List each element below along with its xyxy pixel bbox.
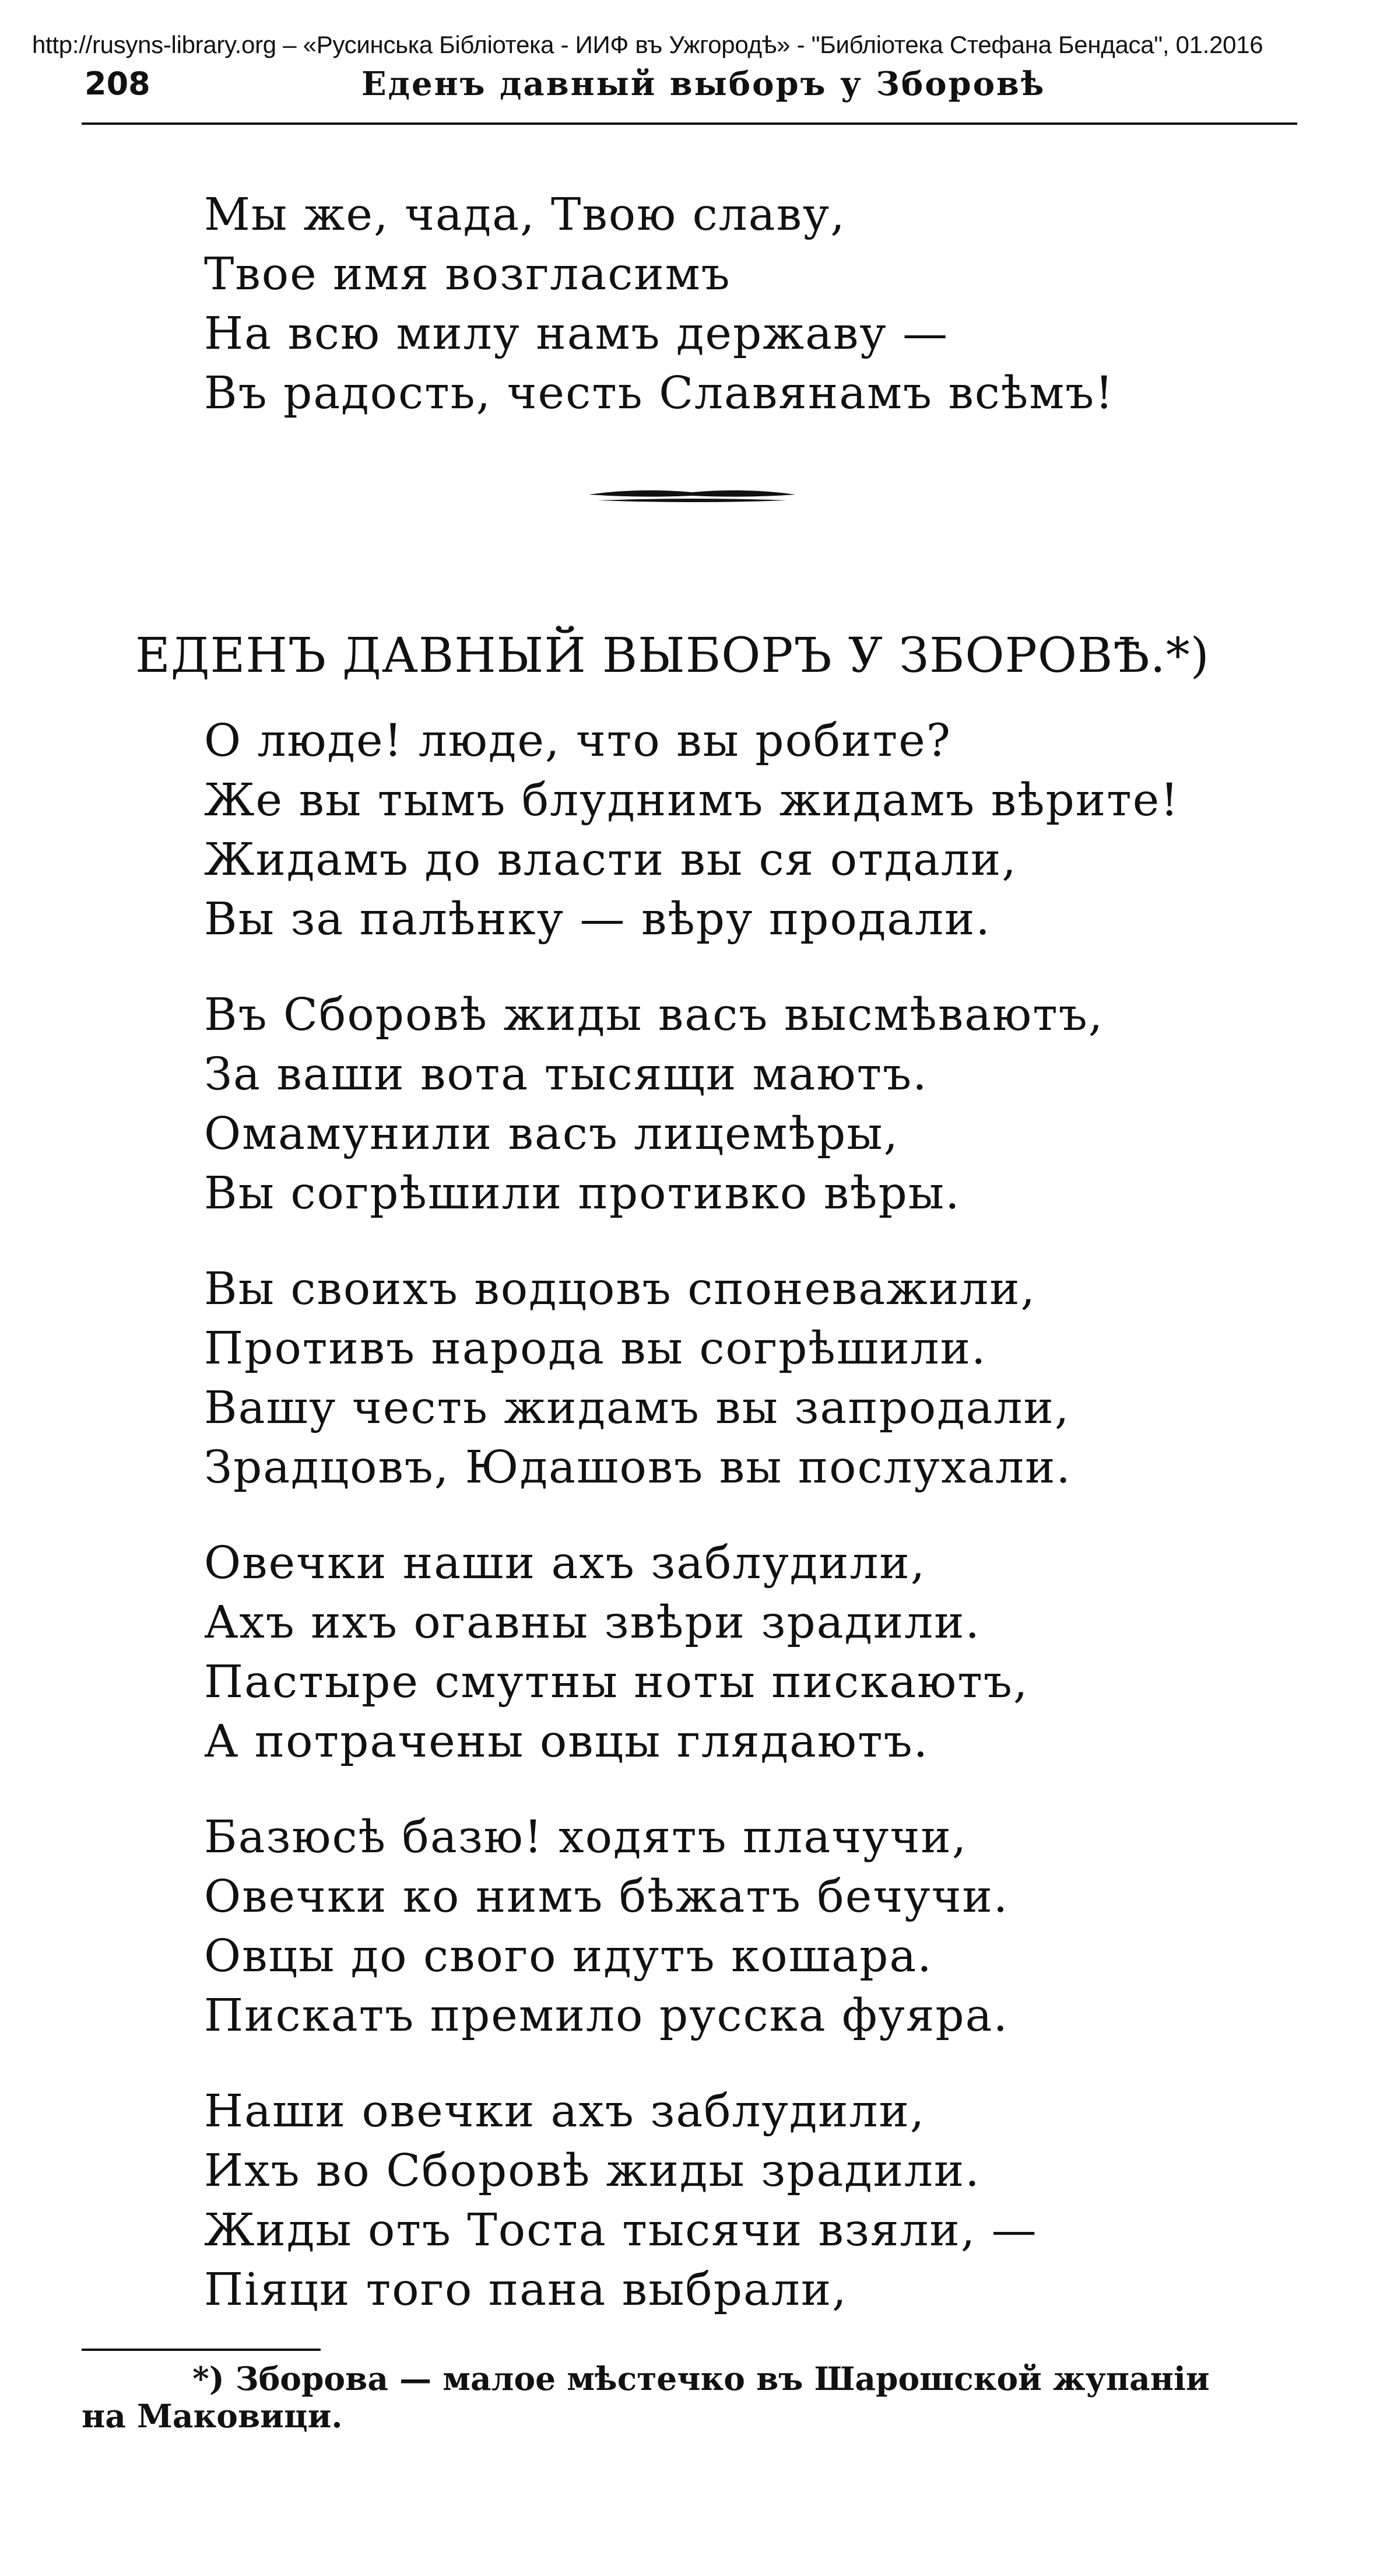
source-watermark-line: http://rusyns-library.org – «Русинська Бібліотека - ИИФ въ Ужгородѣ» - "Библіотека Стефана Бендаса", 01.2016	[32, 31, 1263, 58]
verse-line: О люде! люде, что вы робите?	[204, 715, 952, 767]
running-head: Еденъ давный выборъ у Зборовѣ	[361, 65, 1046, 103]
verse-line: Жидамъ до власти вы ся отдали,	[204, 834, 1017, 886]
verse-line: Мы же, чада, Твою славу,	[204, 189, 846, 241]
verse-line: Ахъ ихъ огавны звѣри зрадили.	[204, 1597, 981, 1649]
verse-line: Вашу честь жидамъ вы запродали,	[204, 1382, 1070, 1434]
verse-line: Вы за палѣнку — вѣру продали.	[204, 893, 991, 945]
verse-line: А потрачены овцы глядаютъ.	[204, 1716, 929, 1768]
footnote	[82, 2360, 1312, 2435]
verse-line: Овцы до свого идутъ кошара.	[204, 1930, 933, 1982]
verse-line: Вы своихъ водцовъ споневажили,	[204, 1263, 1037, 1315]
stanza-1	[204, 712, 1179, 949]
verse-line: Противъ народа вы согрѣшили.	[204, 1323, 987, 1375]
verse-line: Омамунили васъ лицемѣры,	[204, 1108, 900, 1160]
page-number: 208	[85, 65, 150, 102]
verse-line: Піяци того пана выбрали,	[204, 2264, 848, 2316]
verse-line: На всю милу намъ державу —	[204, 308, 949, 360]
stanza-2	[204, 986, 1104, 1224]
footnote-line: на Маковици.	[82, 2397, 343, 2435]
verse-line: За ваши вота тысящи маютъ.	[204, 1049, 928, 1101]
verse-line: Овечки ко нимъ бѣжатъ бечучи.	[204, 1871, 1009, 1923]
stanza-5	[204, 1808, 1009, 2046]
previous-poem-stanza	[204, 185, 1114, 423]
verse-line: Же вы тымъ блуднимъ жидамъ вѣрите!	[204, 774, 1180, 826]
verse-line: Базюсѣ базю! ходятъ плачучи,	[204, 1811, 968, 1863]
footnote-rule	[82, 2349, 321, 2351]
verse-line: Наши овечки ахъ заблудили,	[204, 2086, 926, 2137]
verse-line: Зрадцовъ, Юдашовъ вы послухали.	[204, 1442, 1072, 1494]
verse-line: Ихъ во Сборовѣ жиды зрадили.	[204, 2145, 981, 2197]
stanza-6	[204, 2082, 1038, 2320]
verse-line: Пастыре смутны ноты пискаютъ,	[204, 1656, 1029, 1708]
ornament-divider	[586, 484, 799, 507]
verse-line: Твое имя возгласимъ	[204, 248, 731, 300]
verse-line: Жиды отъ Тоста тысячи взяли, —	[204, 2205, 1038, 2256]
stanza-4	[204, 1534, 1028, 1772]
verse-line: Въ Сборовѣ жиды васъ высмѣваютъ,	[204, 989, 1104, 1041]
footnote-line: *) Зборова — малое мѣстечко въ Шарошской жупаніи	[192, 2360, 1210, 2398]
verse-line: Пискатъ премило русска фуяра.	[204, 1990, 1009, 2042]
verse-line: Овечки наши ахъ заблудили,	[204, 1537, 926, 1589]
verse-line: Въ радость, честь Славянамъ всѣмъ!	[204, 367, 1115, 419]
verse-line: Вы согрѣшили противко вѣры.	[204, 1168, 961, 1219]
header-rule	[82, 122, 1297, 125]
poem-title: ЕДЕНЪ ДАВНЫЙ ВЫБОРЪ У ЗБОРОВѢ.*)	[135, 628, 1210, 684]
stanza-3	[204, 1260, 1072, 1498]
